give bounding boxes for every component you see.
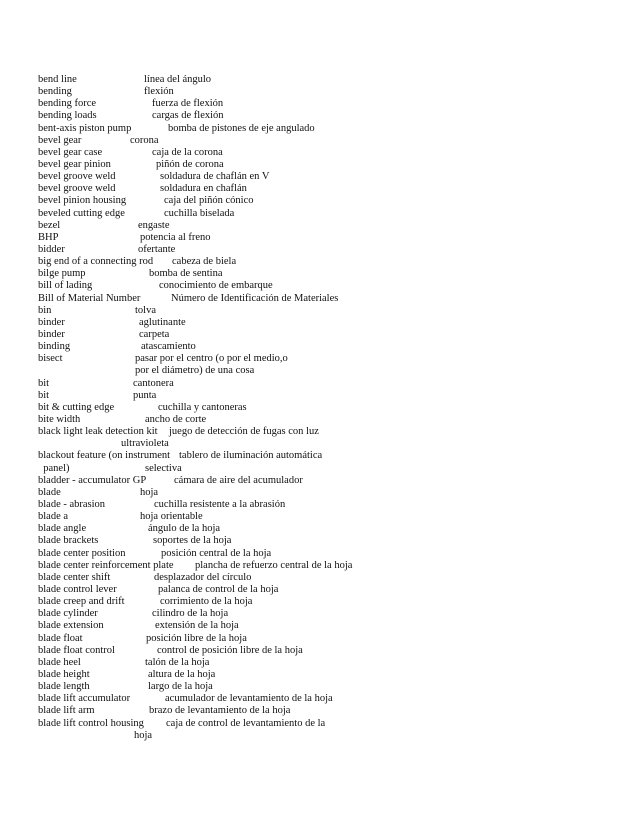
entry-term: blade float control [38, 644, 115, 656]
entry-term: bend line [38, 74, 77, 85]
entry-translation: cuchilla resistente a la abrasión [154, 498, 286, 510]
entry-translation: ancho de corte [145, 413, 207, 425]
entry-translation: desplazador del círculo [154, 571, 252, 583]
entry-term: blade [38, 486, 61, 498]
entry-translation: línea del ángulo [144, 74, 212, 85]
entry-term: bit [38, 389, 50, 401]
glossary-entry [38, 620, 618, 632]
entry-translation: plancha de refuerzo central de la hoja [195, 559, 353, 571]
glossary-entry [38, 305, 618, 317]
entry-term: binder [38, 328, 65, 340]
glossary-entry [38, 123, 618, 135]
glossary-entry [38, 596, 618, 608]
entry-term: bevel pinion housing [38, 195, 127, 207]
glossary-entry [38, 645, 618, 657]
glossary-entry [38, 329, 618, 341]
glossary-entry [38, 426, 618, 450]
entry-translation: soportes de la hoja [153, 535, 232, 547]
glossary-entry [38, 208, 618, 220]
glossary-entry [38, 657, 618, 669]
entry-term: bent-axis piston pump [38, 122, 132, 134]
entry-translation: cuchilla biselada [164, 207, 235, 219]
glossary-entry [38, 705, 618, 717]
entry-translation: hoja [140, 486, 159, 498]
glossary-entry [38, 669, 618, 681]
translation-line: selectiva [145, 462, 182, 474]
entry-translation: conocimiento de embarque [159, 280, 273, 292]
entry-term: blade length [38, 681, 90, 693]
glossary-entry [38, 584, 618, 596]
entry-term: blade angle [38, 523, 87, 535]
glossary-entry [38, 317, 618, 329]
glossary-entry [38, 523, 618, 535]
glossary-entry [38, 159, 618, 171]
glossary-entry [38, 74, 618, 86]
entry-translation: acumulador de levantamiento de la hoja [165, 693, 333, 705]
entry-term: bevel groove weld [38, 171, 116, 183]
glossary-entry [38, 378, 618, 390]
entry-term: bevel gear [38, 134, 82, 146]
entry-translation: posición central de la hoja [161, 547, 272, 559]
entry-term: binding [38, 341, 71, 353]
entry-translation: control de posición libre de la hoja [157, 644, 303, 656]
entry-term: bill of lading [38, 280, 93, 292]
glossary-entry [38, 414, 618, 426]
glossary-entry [38, 475, 618, 487]
entry-term: bevel gear pinion [38, 158, 111, 170]
entry-term: bin [38, 304, 52, 316]
entry-translation: piñón de corona [156, 158, 224, 170]
entry-term: blade center reinforcement plate [38, 559, 174, 571]
entry-translation: soldadura de chaflán en V [160, 171, 270, 183]
entry-translation: tolva [135, 304, 156, 316]
entry-term: blackout feature (on instrument panel) [38, 450, 171, 474]
glossary-entry [38, 402, 618, 414]
entry-translation: aglutinante [139, 316, 186, 328]
translation-line: ultravioleta [121, 438, 169, 450]
entry-translation: cargas de flexión [152, 110, 224, 122]
glossary-entry [38, 535, 618, 547]
glossary-entry [38, 244, 618, 256]
entry-translation: bomba de pistones de eje angulado [168, 122, 315, 134]
entry-translation [134, 717, 326, 742]
entry-term: blade center position [38, 547, 126, 559]
entry-translation: ángulo de la hoja [148, 523, 221, 535]
entry-term: blade center shift [38, 571, 111, 583]
glossary-entry [38, 572, 618, 584]
entry-translation: potencia al freno [140, 231, 211, 243]
entry-term: blade lift control housing [38, 717, 144, 729]
glossary-entry [38, 183, 618, 195]
entry-translation: carpeta [139, 328, 170, 340]
entry-term: blade control lever [38, 583, 117, 595]
entry-term: blade heel [38, 656, 81, 668]
entry-term: bite width [38, 413, 81, 425]
entry-translation: cilindro de la hoja [152, 608, 229, 620]
entry-translation: fuerza de flexión [152, 98, 224, 110]
entry-term: bladder - accumulator GP [38, 474, 147, 486]
entry-translation: bomba de sentina [149, 268, 223, 280]
glossary-list [38, 74, 618, 742]
translation-line: caja de control de levantamiento de la [166, 717, 326, 729]
glossary-entry [38, 98, 618, 110]
entry-translation: talón de la hoja [145, 656, 210, 668]
glossary-entry [38, 450, 618, 474]
glossary-entry [38, 86, 618, 98]
entry-term: bevel gear case [38, 146, 103, 158]
entry-term: big end of a connecting rod [38, 256, 154, 268]
glossary-entry [38, 548, 618, 560]
entry-term: blade a [38, 511, 69, 523]
entry-term: blade brackets [38, 535, 99, 547]
glossary-entry [38, 390, 618, 402]
entry-term: bending loads [38, 110, 97, 122]
entry-translation [121, 426, 319, 450]
entry-translation: corona [130, 134, 159, 146]
entry-translation: extensión de la hoja [155, 620, 239, 632]
glossary-entry [38, 280, 618, 292]
entry-translation: punta [133, 389, 157, 401]
glossary-entry [38, 220, 618, 232]
entry-term: bevel groove weld [38, 183, 116, 195]
entry-translation: largo de la hoja [148, 681, 213, 693]
entry-translation: pasar por el centro (o por el medio,o por el diámetro) de una cosa [135, 353, 288, 377]
entry-term: bilge pump [38, 268, 86, 280]
entry-translation: altura de la hoja [148, 668, 216, 680]
glossary-entry [38, 171, 618, 183]
glossary-entry [38, 681, 618, 693]
glossary-entry [38, 693, 618, 705]
entry-translation: palanca de control de la hoja [158, 583, 279, 595]
entry-term: blade lift accumulator [38, 693, 131, 705]
entry-translation: caja del piñón cónico [164, 195, 254, 207]
entry-term: beveled cutting edge [38, 207, 125, 219]
glossary-entry [38, 135, 618, 147]
entry-term: blade extension [38, 620, 104, 632]
entry-term: BHP [38, 231, 59, 243]
entry-translation: cantonera [133, 377, 174, 389]
entry-translation: brazo de levantamiento de la hoja [149, 705, 291, 717]
glossary-entry [38, 560, 618, 572]
glossary-entry [38, 293, 618, 305]
glossary-entry [38, 353, 618, 377]
entry-term: blade height [38, 668, 90, 680]
entry-translation: engaste [138, 219, 170, 231]
glossary-entry [38, 608, 618, 620]
entry-translation: atascamiento [141, 341, 196, 353]
entry-translation: soldadura en chaflán [160, 183, 247, 195]
glossary-entry [38, 256, 618, 268]
glossary-entry [38, 341, 618, 353]
translation-line: hoja [134, 729, 153, 741]
entry-translation: Número de Identificación de Materiales [171, 292, 339, 304]
entry-translation [145, 450, 323, 474]
glossary-entry [38, 268, 618, 280]
entry-translation: corrimiento de la hoja [160, 596, 253, 608]
glossary-entry [38, 718, 618, 742]
entry-translation: cámara de aire del acumulador [174, 474, 303, 486]
entry-translation: cabeza de biela [172, 256, 237, 268]
glossary-entry [38, 232, 618, 244]
entry-translation: hoja orientable [140, 511, 203, 523]
entry-term: blade creep and drift [38, 596, 125, 608]
glossary-entry [38, 499, 618, 511]
entry-term: bending force [38, 98, 97, 110]
entry-translation: ofertante [138, 243, 176, 255]
entry-term: bending [38, 86, 72, 98]
glossary-entry [38, 110, 618, 122]
entry-term: Bill of Material Number [38, 292, 141, 304]
glossary-entry [38, 195, 618, 207]
entry-term: bezel [38, 219, 61, 231]
entry-term: bisect [38, 353, 63, 365]
entry-translation: cuchilla y cantoneras [158, 401, 247, 413]
translation-line: tablero de iluminación automática [179, 450, 323, 462]
glossary-entry [38, 147, 618, 159]
glossary-entry [38, 511, 618, 523]
entry-term: bit [38, 377, 50, 389]
entry-term: bit & cutting edge [38, 401, 115, 413]
entry-translation: posición libre de la hoja [146, 632, 247, 644]
translation-line: juego de detección de fugas con luz [169, 426, 319, 438]
entry-term: binder [38, 316, 65, 328]
entry-term: blade lift arm [38, 705, 95, 717]
entry-translation: caja de la corona [152, 146, 223, 158]
entry-term: blade float [38, 632, 83, 644]
glossary-entry [38, 633, 618, 645]
entry-translation: flexión [144, 86, 174, 98]
entry-term: blade cylinder [38, 608, 98, 620]
entry-term: blade - abrasion [38, 498, 106, 510]
entry-term: black light leak detection kit [38, 426, 158, 438]
glossary-entry [38, 487, 618, 499]
entry-term: bidder [38, 243, 65, 255]
